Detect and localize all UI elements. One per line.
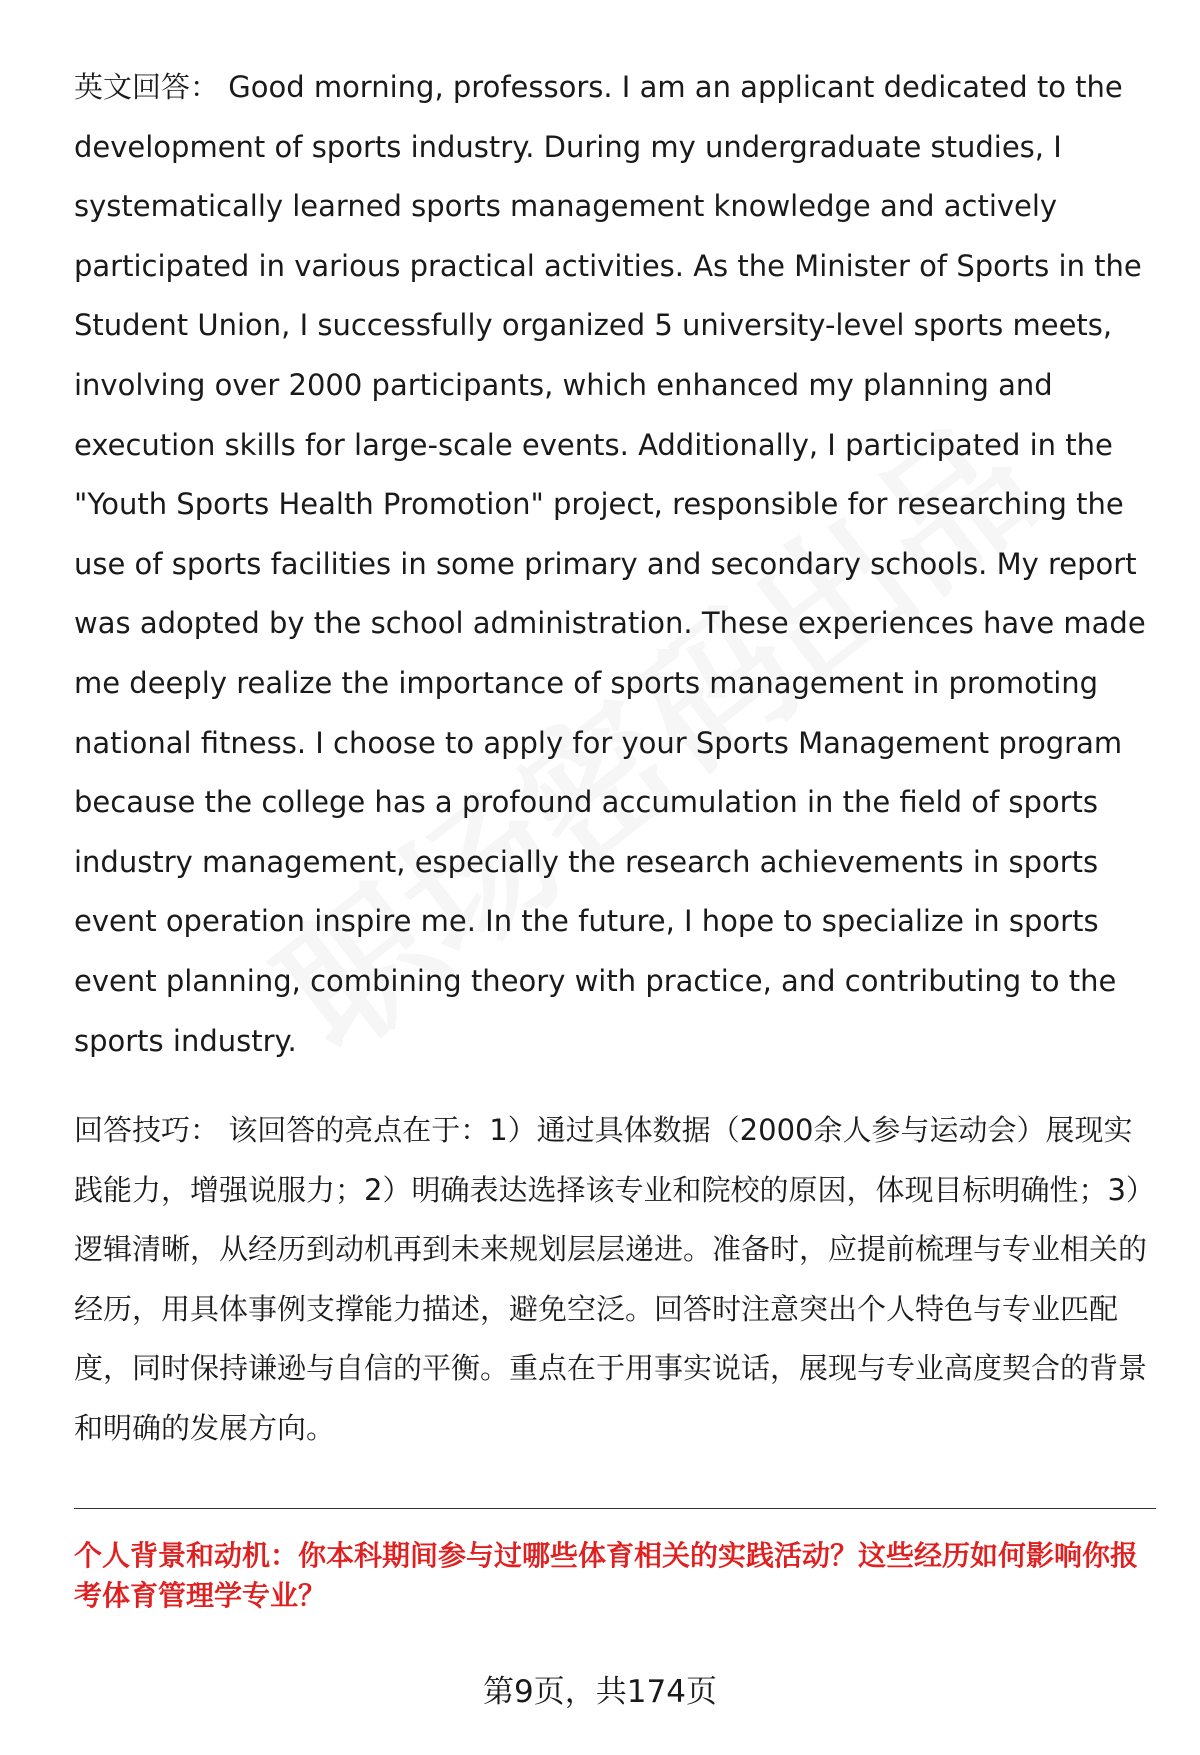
english-answer-paragraph <box>74 58 1156 1071</box>
next-question-heading: 个人背景和动机：你本科期间参与过哪些体育相关的实践活动？这些经历如何影响你报考体育管理学专业？ <box>74 1539 1139 1612</box>
page-footer: 第9页，共174页 <box>483 1674 717 1710</box>
section-divider <box>74 1508 1156 1509</box>
document-body <box>74 58 1156 1459</box>
answer-tips-text: 该回答的亮点在于：1）通过具体数据（2000余人参与运动会）展现实践能力，增强说服力；2）明确表达选择该专业和院校的原因，体现目标明确性；3）逻辑清晰，从经历到动机再到未来规划层层递进。准备时，应提前梳理与专业相关的经历，用具体事例支撑能力描述，避免空泛。回答时注意突出个人特色与专业匹配度，同时保持谦逊与自信的平衡。重点在于用事实说话，展现与专业高度契合的背景和明确的发展方向。 <box>74 1113 1155 1446</box>
answer-tips-paragraph <box>74 1101 1156 1459</box>
answer-tips-label: 回答技巧： <box>74 1113 220 1148</box>
english-answer-label: 英文回答： <box>74 70 220 104</box>
english-answer-text: Good morning, professors. I am an applicant dedicated to the development of sports industry. During my undergraduate studies, I systematically learned sports management knowledge and actively participated in various practical activities. As the Minister of Sports in the Student Union, I successfully organized 5 university-level sports meets, involving over 2000 participants, which enhanced my planning and execution skills for large-scale events. Additionally, I participated in the "Youth Sports Health Promotion" project, responsible for researching the use of sports facilities in some primary and secondary schools. My report was adopted by the school administration. These experiences have made me deeply realize the importance of sports management in promoting national fitness. I choose to apply for your Sports Management program because the college has a profound accumulation in the field of sports industry management, especially the research achievements in sports event operation inspire me. In the future, I hope to specialize in sports event planning, combining theory with practice, and contributing to the sports industry. <box>74 70 1146 1058</box>
